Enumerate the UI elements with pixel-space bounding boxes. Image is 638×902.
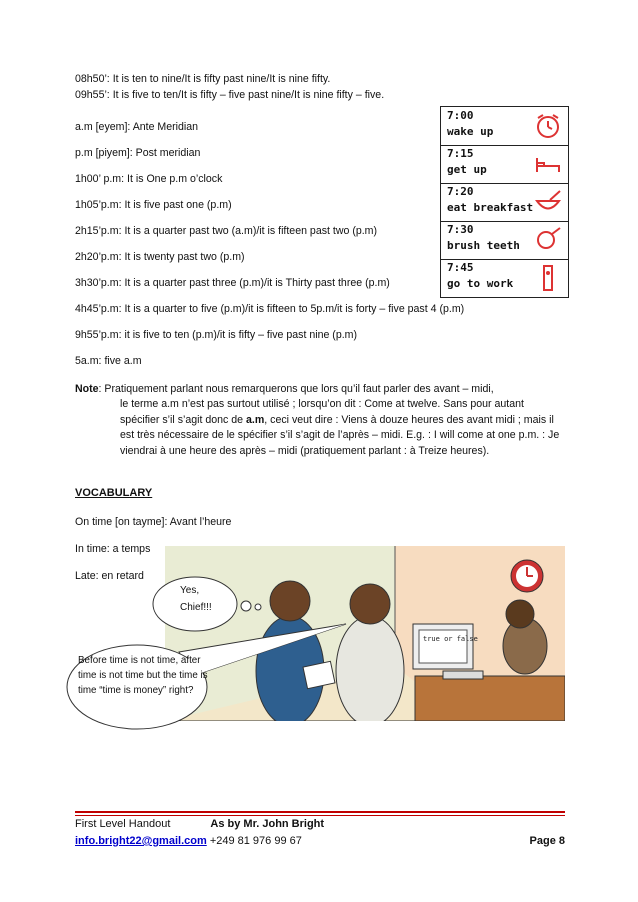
note-label: Note [75, 383, 99, 395]
daily-schedule-figure [440, 106, 569, 298]
schedule-time: 7:20 [447, 185, 474, 198]
vocabulary-title: VOCABULARY [75, 487, 153, 499]
footer-left: First Level Handout [75, 818, 171, 830]
schedule-time: 7:45 [447, 261, 474, 274]
note-text: , ceci veut dire : Viens à douze heures des avant midi ; mais il est très nécessaire de le spécifier s’il s’agit de l’après – midi. E.g. : I will come at one p.m. : Je viendrai à une heure des après – midi (pratiquement parlant : à Treize heures). [120, 413, 560, 457]
definition-line: 2h20’p.m: It is twenty past two (p.m) [75, 251, 245, 263]
vocabulary-item: On time [on tayme]: Avant l’heure [75, 516, 232, 528]
footer-phone: +249 81 976 99 67 [209, 835, 302, 847]
definition-line: 3h30’p.m: It is a quarter past three (p.m)/it is Thirty past three (p.m) [75, 277, 390, 289]
definition-line: p.m [piyem]: Post meridian [75, 147, 201, 159]
schedule-activity: go to work [447, 277, 514, 290]
schedule-time: 7:00 [447, 109, 474, 122]
schedule-row [441, 145, 568, 184]
speech-bubble: Before time is not time, after time is not time but the time is time “time is money” right? [78, 655, 208, 696]
bed-icon [534, 150, 562, 178]
schedule-row [441, 107, 568, 146]
alarm-clock-icon [534, 112, 562, 140]
note-text: : Pratiquement parlant nous remarquerons que lors qu’il faut parler des avant – midi, [98, 383, 494, 395]
definition-line: a.m [eyem]: Ante Meridian [75, 121, 199, 133]
note-indent [75, 397, 565, 459]
footer-email-link[interactable]: info.bright22@gmail.com [75, 835, 207, 847]
schedule-activity: eat breakfast [447, 201, 534, 214]
definition-line: 5a.m: five a.m [75, 355, 142, 367]
schedule-row [441, 259, 568, 297]
definition-line: 9h55’p.m: it is five to ten (p.m)/it is fifty – five past nine (p.m) [75, 329, 358, 341]
footer-line [75, 835, 565, 847]
schedule-time: 7:30 [447, 223, 474, 236]
bubble-text: Chief!!! [180, 602, 212, 613]
vocabulary-item: In time: a temps [75, 543, 151, 555]
footer-divider [75, 815, 565, 816]
bowl-icon [534, 188, 562, 216]
footer-author: As by Mr. John Bright [210, 818, 325, 830]
note-bold: a.m [246, 413, 265, 426]
footer-divider [75, 811, 565, 813]
toothbrush-icon [534, 226, 562, 254]
note-text: le terme a.m n’est pas surtout utilisé ; lorsqu’on dit : Come at twelve. Sans pour autant spécifier s’il s’agit donc de [120, 398, 524, 426]
figure-icon [534, 264, 562, 292]
screen-text: true or false [423, 635, 478, 643]
definition-line: 4h45’p.m: It is a quarter to five (p.m)/it is fifteen to 5p.m/it is forty – five past 4 (p.m) [75, 303, 465, 315]
time-line: 08h50’: It is ten to nine/It is fifty past nine/It is nine fifty. [75, 73, 331, 85]
schedule-activity: get up [447, 163, 487, 176]
definition-line: 1h00’ p.m: It is One p.m o’clock [75, 173, 223, 185]
footer-line [75, 818, 324, 830]
definition-line: 1h05’p.m: It is five past one (p.m) [75, 199, 232, 211]
schedule-row [441, 221, 568, 260]
schedule-time: 7:15 [447, 147, 474, 160]
definition-line: 2h15’p.m: It is a quarter past two (a.m)/it is fifteen past two (p.m) [75, 225, 378, 237]
page-number: Page 8 [529, 835, 565, 847]
vocabulary-item: Late: en retard [75, 570, 144, 582]
bubble-text: Yes, [180, 585, 200, 596]
note-paragraph [75, 382, 565, 459]
schedule-row [441, 183, 568, 222]
schedule-activity: wake up [447, 125, 494, 138]
time-line: 09h55’: It is five to ten/It is fifty – five past nine/It is nine fifty – five. [75, 89, 385, 101]
schedule-activity: brush teeth [447, 239, 520, 252]
